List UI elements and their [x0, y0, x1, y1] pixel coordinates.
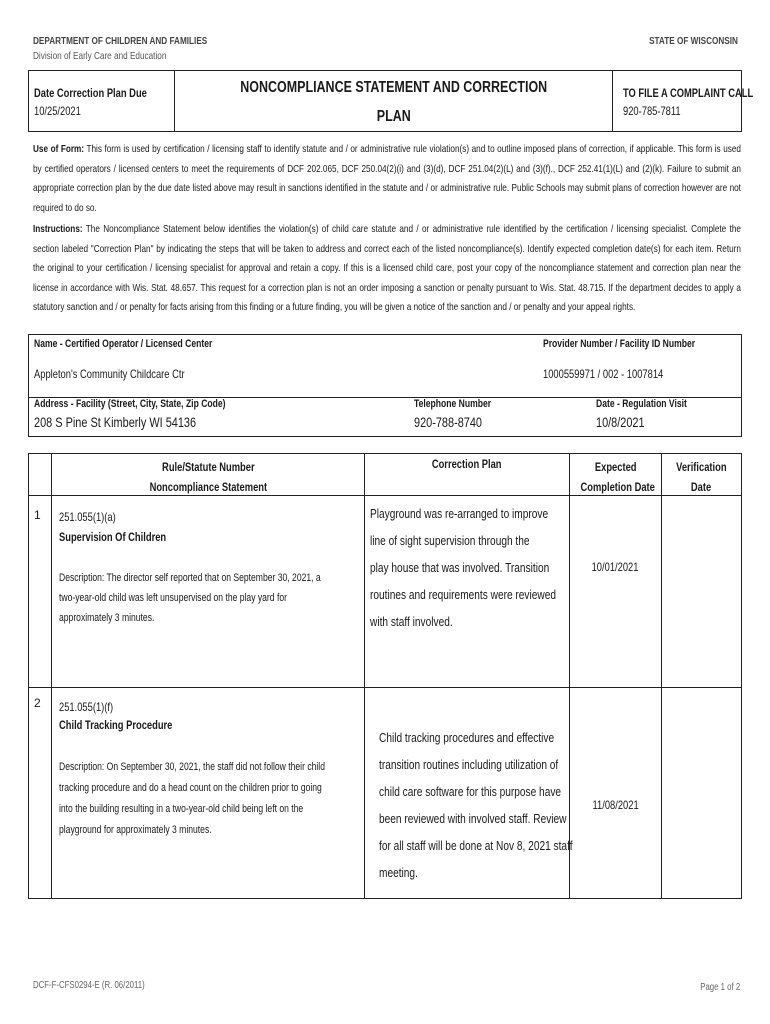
use-of-form-text: This form is used by certification / licensing staff to identify statute and / or administrative rule violation(s) and to outline imposed plans of correction, if applicable. This form is used by certified operators / licensed centers to meet the requirements of DCF 202.065, DCF 250.04(2)(i) and (3)(d), DCF 251.04(2)(L) and (3)(f)., DCF 252.41(1)(L) and (2)(k). Failure to submit an appropriate correction plan by the due date listed above may result in sanctions identified in the statute and / or administrative rule. Public Schools may submit plans of correction however are not required to do so. [33, 143, 741, 214]
table-row [29, 688, 741, 898]
address-value: 208 S Pine St Kimberly WI 54136 [34, 414, 197, 430]
instructions-label: Instructions: [33, 223, 83, 235]
noncompliance-description: Description: On September 30, 2021, the staff did not follow their child tracking procedure and do a head count on the children prior to going into the building resulting in a two-year-old child being left on the playground for approximately 3 minutes. [59, 761, 325, 836]
col-header-plan: Correction Plan [432, 457, 502, 471]
address-label: Address - Facility (Street, City, State, Zip Code) [34, 398, 226, 410]
expected-completion-date: 10/01/2021 [592, 560, 639, 574]
col-header-rule: Rule/Statute Number Noncompliance Statement [149, 460, 267, 494]
department-name: DEPARTMENT OF CHILDREN AND FAMILIES [33, 35, 208, 47]
rule-number: 251.055(1)(f) [59, 700, 114, 714]
rule-title: Supervision Of Children [59, 530, 167, 544]
page-number: Page 1 of 2 [700, 982, 740, 993]
col-header-verification: Verification Date [676, 460, 727, 494]
form-title-cell [175, 71, 613, 131]
division-name: Division of Early Care and Education [33, 50, 167, 62]
due-date-cell [29, 71, 175, 131]
telephone-label: Telephone Number [414, 398, 492, 410]
row-number: 1 [34, 508, 41, 522]
state-name: STATE OF WISCONSIN [649, 35, 738, 47]
provider-id-value: 1000559971 / 002 - 1007814 [543, 367, 664, 381]
correction-plan-text: Child tracking procedures and effective transition routines including utilization of child care software for this purpose have been reviewed with involved staff. Review for all staff will be done at Nov 8, 2021 staff meeting. [379, 730, 573, 880]
form-title-line2: PLAN [376, 108, 411, 125]
visit-date-label: Date - Regulation Visit [596, 398, 687, 410]
telephone-value: 920-788-8740 [414, 414, 483, 430]
complaint-phone: 920-785-7811 [623, 104, 681, 118]
noncompliance-table [28, 453, 742, 899]
use-of-form-label: Use of Form: [33, 143, 85, 155]
due-date-value: 10/25/2021 [34, 104, 81, 118]
provider-name-box [28, 334, 742, 398]
rule-title: Child Tracking Procedure [59, 718, 173, 732]
correction-plan-text: Playground was re-arranged to improve line of sight supervision through the play house that was involved. Transition routines and requirements were reviewed with staff involved. [370, 506, 557, 629]
provider-name-label: Name - Certified Operator / Licensed Center [34, 338, 213, 350]
complaint-cell [613, 71, 754, 131]
instructions-text: The Noncompliance Statement below identifies the violation(s) of child care statute and / or administrative rule identified by the certification / licensing specialist. Complete the section labeled "Correction Plan" by indicating the steps that will be taken to address and correct each of the listed noncompliance(s). Identify expected completion date(s) for each item. Return the original to your certification / licensing specialist for approval and retain a copy. If this is a licensed child care, post your copy of the noncompliance statement and correction plan near the license in accordance with Wis. Stat. 48.657. This request for a correction plan is not an order imposing a sanction or penalty pursuant to Wis. Stat. 48.715. If the department decides to apply a statutory sanction and / or penalty for facts arising from this finding or a future finding, you will be given a notice of the sanction and / or penalty and your appeal rights. [33, 223, 741, 313]
complaint-label: TO FILE A COMPLAINT CALL [623, 86, 754, 100]
col-header-expected: Expected Completion Date [580, 460, 655, 494]
noncompliance-description: Description: The director self reported that on September 30, 2021, a two-year-old child was left unsupervised on the play yard for approximately 3 minutes. [59, 572, 321, 624]
use-of-form-paragraph [33, 140, 741, 218]
provider-name-value: Appleton's Community Childcare Ctr [34, 367, 185, 381]
visit-date-value: 10/8/2021 [596, 414, 645, 430]
expected-completion-date: 11/08/2021 [592, 798, 639, 812]
address-box [28, 396, 742, 437]
form-title-line1: NONCOMPLIANCE STATEMENT AND CORRECTION [240, 79, 547, 96]
instructions-paragraph [33, 220, 741, 318]
due-date-label: Date Correction Plan Due [34, 86, 147, 100]
rule-number: 251.055(1)(a) [59, 510, 116, 524]
row-number: 2 [34, 696, 41, 710]
title-box [28, 70, 754, 132]
table-row [29, 496, 741, 687]
form-id: DCF-F-CFS0294-E (R. 06/2011) [33, 980, 145, 991]
provider-id-label: Provider Number / Facility ID Number [543, 338, 696, 350]
